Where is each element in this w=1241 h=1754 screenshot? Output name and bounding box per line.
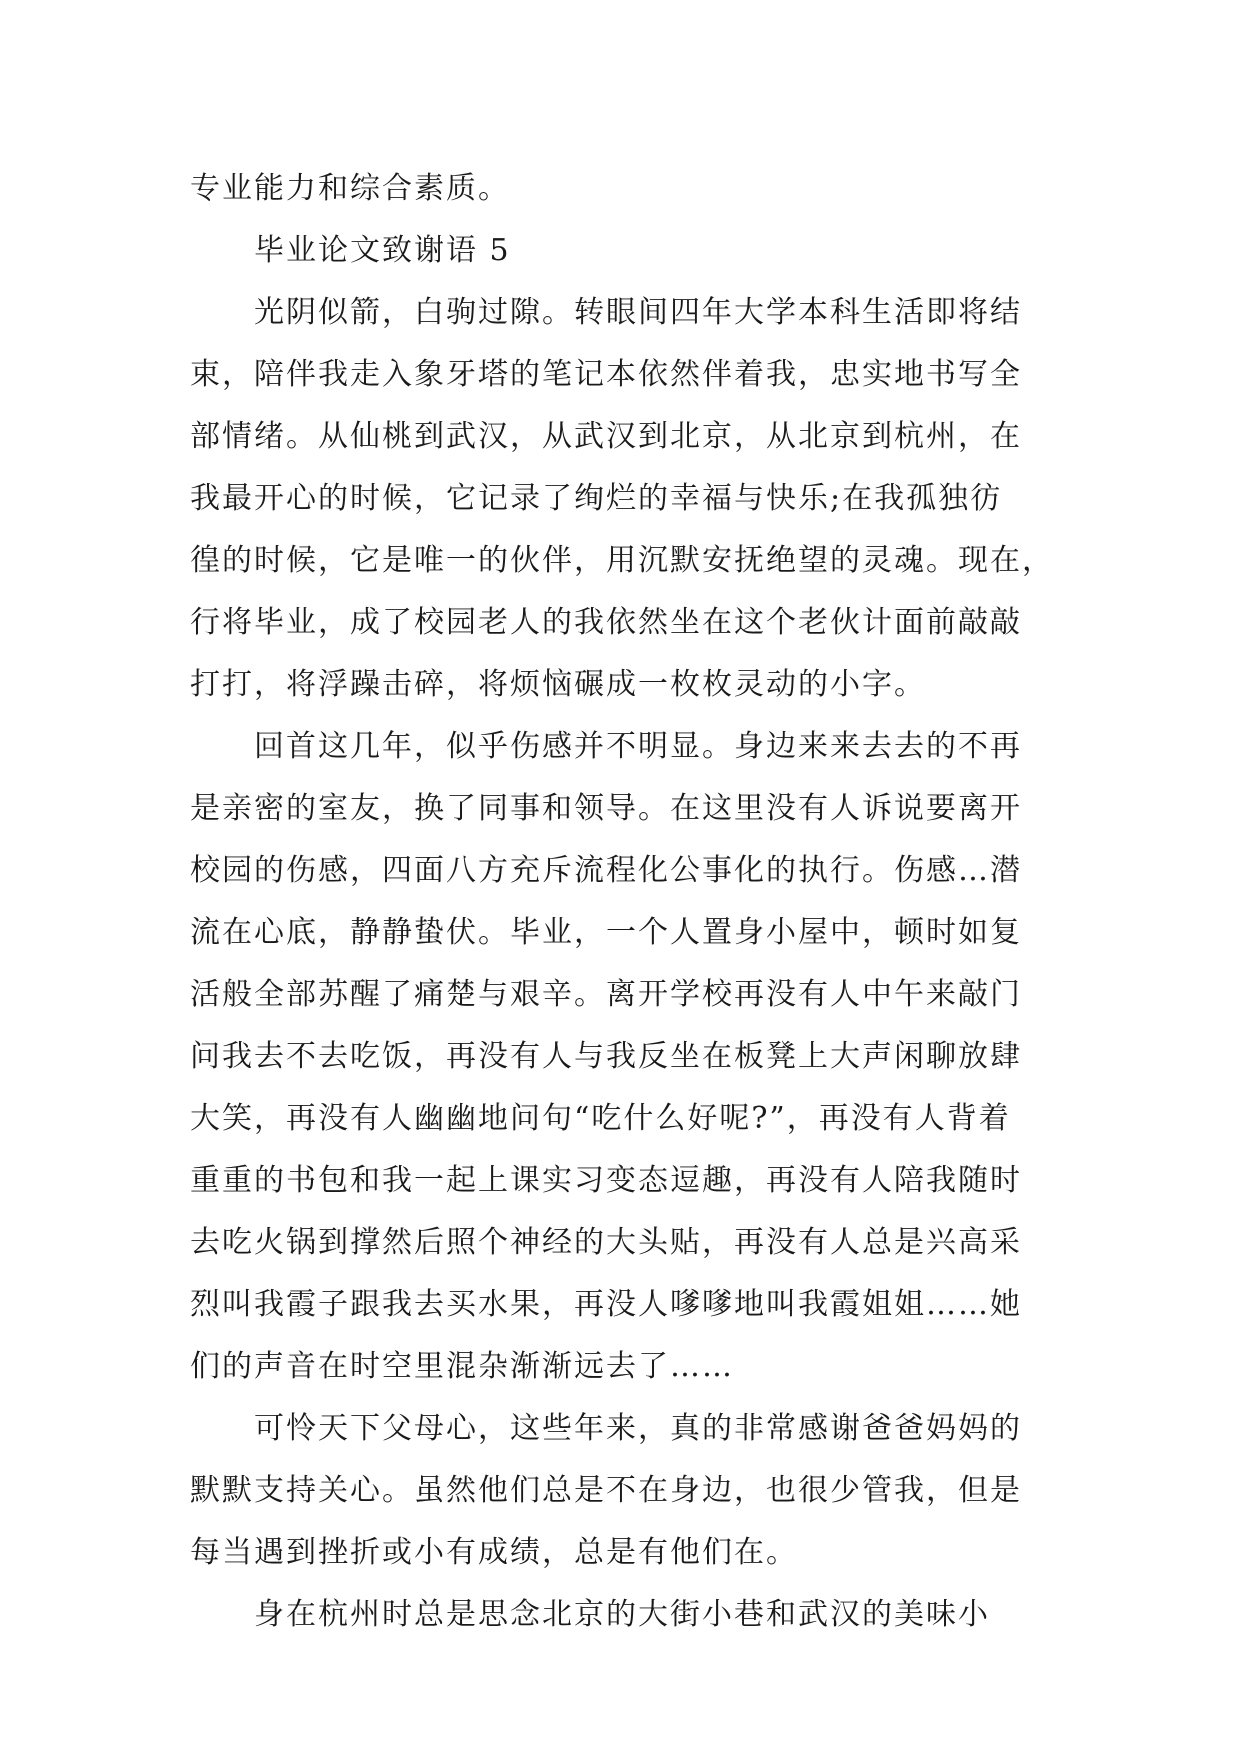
text-line: 行将毕业，成了校园老人的我依然坐在这个老伙计面前敲敲	[190, 605, 1022, 640]
text-line: 们的声音在时空里混杂渐渐远去了……	[190, 1349, 734, 1384]
text-line: 去吃火锅到撑然后照个神经的大头贴，再没有人总是兴高采	[190, 1225, 1022, 1260]
text-line: 烈叫我霞子跟我去买水果，再没人嗲嗲地叫我霞姐姐……她	[190, 1287, 1022, 1322]
text-line: 打打，将浮躁击碎，将烦恼碾成一枚枚灵动的小字。	[190, 667, 926, 702]
text-line: 部情绪。从仙桃到武汉，从武汉到北京，从北京到杭州，在	[190, 419, 1022, 454]
text-line: 问我去不去吃饭，再没有人与我反坐在板凳上大声闲聊放肆	[190, 1039, 1022, 1074]
section-heading: 毕业论文致谢语 5	[254, 233, 511, 268]
text-line: 回首这几年，似乎伤感并不明显。身边来来去去的不再	[254, 729, 1022, 764]
text-line: 默默支持关心。虽然他们总是不在身边，也很少管我，但是	[190, 1473, 1022, 1508]
text-line: 流在心底，静静蛰伏。毕业，一个人置身小屋中，顿时如复	[190, 915, 1022, 950]
text-line: 大笑，再没有人幽幽地问句“吃什么好呢?”，再没有人背着	[190, 1101, 1011, 1136]
text-line: 身在杭州时总是思念北京的大街小巷和武汉的美味小	[254, 1597, 990, 1632]
document-body	[190, 158, 1054, 1646]
text-line: 可怜天下父母心，这些年来，真的非常感谢爸爸妈妈的	[254, 1411, 1022, 1446]
text-line: 重重的书包和我一起上课实习变态逗趣，再没有人陪我随时	[190, 1163, 1022, 1198]
text-line: 活般全部苏醒了痛楚与艰辛。离开学校再没有人中午来敲门	[190, 977, 1022, 1012]
text-line: 束，陪伴我走入象牙塔的笔记本依然伴着我，忠实地书写全	[190, 357, 1022, 392]
text-line: 专业能力和综合素质。	[190, 171, 510, 206]
text-line: 是亲密的室友，换了同事和领导。在这里没有人诉说要离开	[190, 791, 1022, 826]
text-line: 我最开心的时候，它记录了绚烂的幸福与快乐;在我孤独彷	[190, 481, 1003, 516]
text-line: 每当遇到挫折或小有成绩，总是有他们在。	[190, 1535, 798, 1570]
text-line: 校园的伤感，四面八方充斥流程化公事化的执行。伤感…潜	[190, 853, 1022, 888]
text-line: 徨的时候，它是唯一的伙伴，用沉默安抚绝望的灵魂。现在，	[190, 543, 1054, 578]
text-line: 光阴似箭，白驹过隙。转眼间四年大学本科生活即将结	[254, 295, 1022, 330]
